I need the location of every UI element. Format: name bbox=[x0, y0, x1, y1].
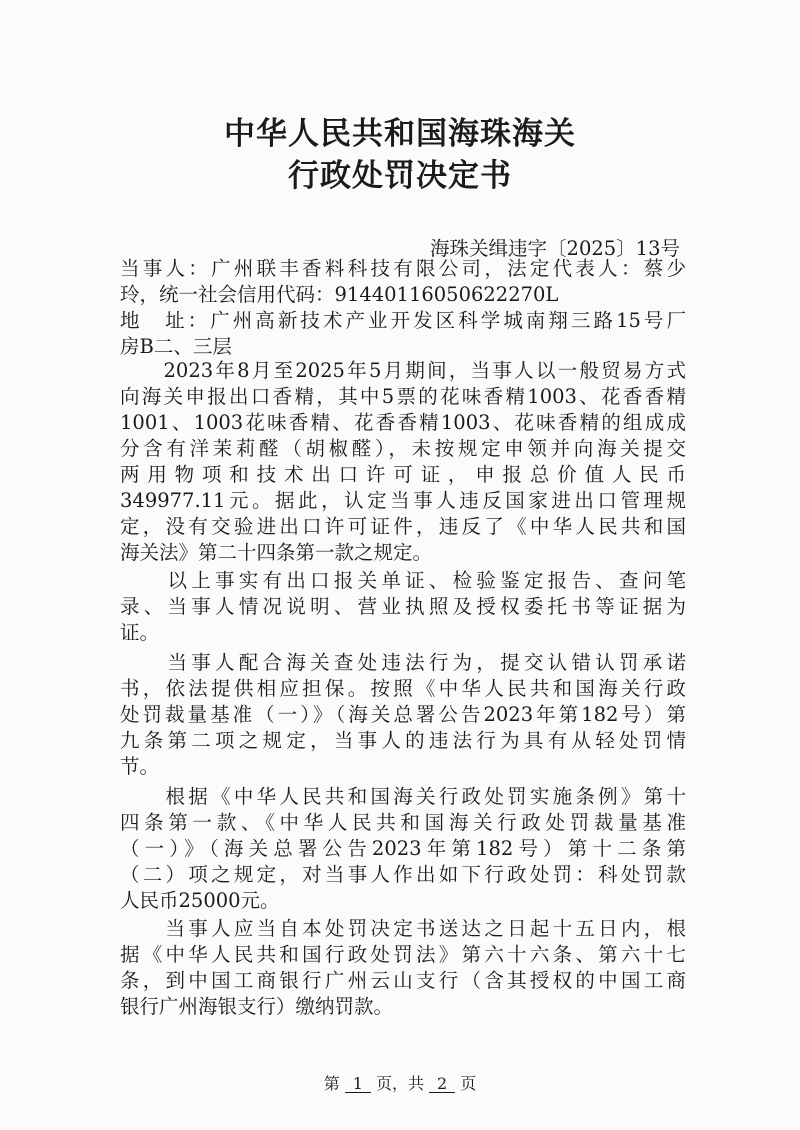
body-line: 录、当事人情况说明、营业执照及授权委托书等证据为 bbox=[120, 595, 686, 618]
body-line: 四条第一款、《中华人民共和国海关行政处罚裁量基准 bbox=[120, 811, 686, 834]
page-footer bbox=[0, 1071, 800, 1094]
body-line: 海关法》第二十四条第一款之规定。 bbox=[120, 541, 433, 564]
body-line: 书，依法提供相应担保。按照《中华人民共和国海关行政 bbox=[120, 677, 686, 700]
document-number: 海珠关缉违字〔2025〕13号 bbox=[430, 237, 680, 260]
body-line: 人民币25000元。 bbox=[120, 889, 280, 912]
body-line: 当事人：广州联丰香料科技有限公司，法定代表人：蔡少 bbox=[120, 257, 686, 280]
body-line: 分含有洋茉莉醛（胡椒醛），未按规定申领并向海关提交 bbox=[120, 437, 686, 460]
body-line: 当事人应当自本处罚决定书送达之日起十五日内，根 bbox=[120, 917, 686, 940]
body-line: 证。 bbox=[120, 621, 160, 644]
body-line: 根据《中华人民共和国海关行政处罚实施条例》第十 bbox=[120, 785, 686, 808]
footer-prefix: 第 bbox=[323, 1074, 340, 1093]
body-line: 九条第二项之规定，当事人的违法行为具有从轻处罚情 bbox=[120, 729, 686, 752]
footer-mid: 页，共 bbox=[375, 1074, 424, 1093]
body-line: 定，没有交验进出口许可证件，违反了《中华人民共和国 bbox=[120, 515, 686, 538]
body-line: 两用物项和技术出口许可证，申报总价值人民币 bbox=[120, 463, 686, 486]
body-line: 条，到中国工商银行广州云山支行（含其授权的中国工商 bbox=[120, 969, 686, 992]
body-line: 玲，统一社会信用代码：91440116050622270L bbox=[120, 283, 559, 306]
document-title-line1: 中华人民共和国海珠海关 bbox=[224, 116, 576, 152]
total-page-number: 2 bbox=[429, 1075, 455, 1093]
body-line: 节。 bbox=[120, 755, 160, 778]
current-page-number: 1 bbox=[345, 1075, 371, 1093]
document-title-line2: 行政处罚决定书 bbox=[288, 158, 512, 194]
body-line: 当事人配合海关查处违法行为，提交认错认罚承诺 bbox=[120, 651, 686, 674]
body-line: 地 址：广州高新技术产业开发区科学城南翔三路15号厂 bbox=[120, 309, 686, 332]
body-line: 银行广州海银支行）缴纳罚款。 bbox=[120, 995, 394, 1018]
body-line: 1001、1003花味香精、花香香精1003、花味香精的组成成 bbox=[120, 411, 686, 434]
footer-suffix: 页 bbox=[460, 1074, 477, 1093]
body-line: 房B二、三层 bbox=[120, 335, 232, 358]
body-line: 向海关申报出口香精，其中5票的花味香精1003、花香香精 bbox=[120, 385, 686, 408]
body-line: 349977.11元。据此，认定当事人违反国家进出口管理规 bbox=[120, 489, 686, 512]
body-line: 处罚裁量基准（一）》（海关总署公告2023年第182号）第 bbox=[120, 703, 686, 726]
body-line: 据《中华人民共和国行政处罚法》第六十六条、第六十七 bbox=[120, 943, 686, 966]
body-line: （二）项之规定，对当事人作出如下行政处罚：科处罚款 bbox=[120, 863, 686, 886]
body-line: 以上事实有出口报关单证、检验鉴定报告、查问笔 bbox=[120, 569, 686, 592]
body-line: （一）》（海关总署公告2023年第182号）第十二条第 bbox=[120, 837, 686, 860]
body-line: 2023年8月至2025年5月期间，当事人以一般贸易方式 bbox=[120, 359, 686, 382]
